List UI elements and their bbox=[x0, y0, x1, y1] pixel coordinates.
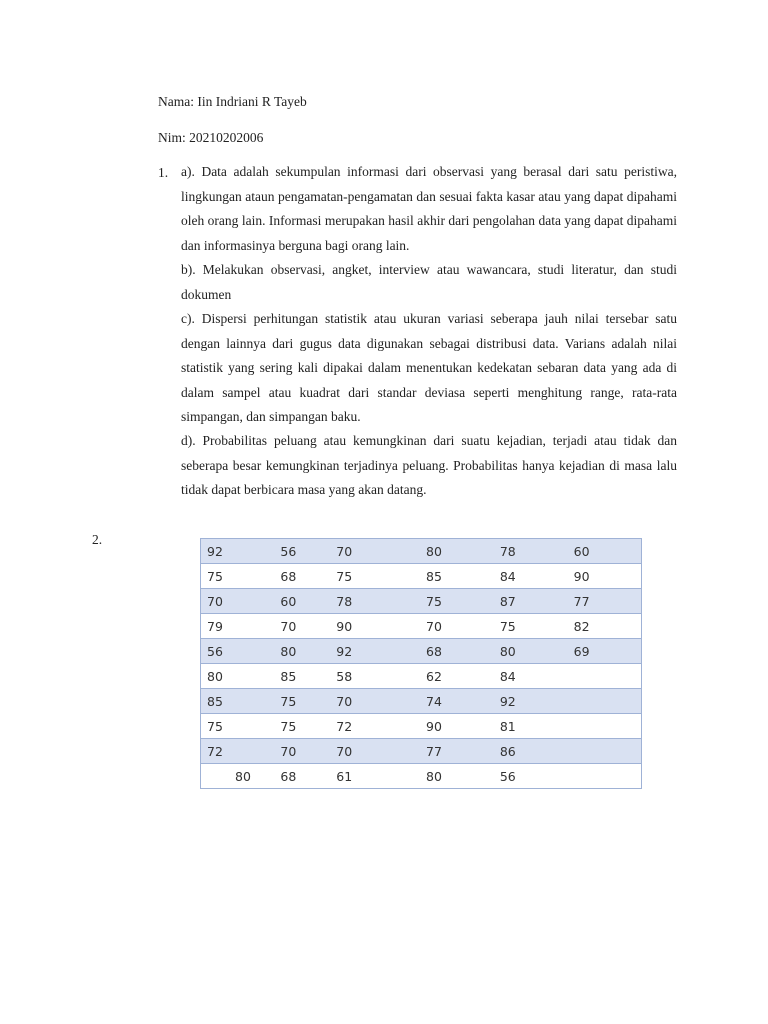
question-2-number: 2. bbox=[92, 532, 103, 547]
table-cell: 87 bbox=[494, 589, 568, 614]
table-cell: 77 bbox=[568, 589, 642, 614]
table-row bbox=[201, 764, 642, 789]
student-nim: Nim: 20210202006 bbox=[158, 130, 264, 145]
table-cell: 90 bbox=[568, 564, 642, 589]
table-cell: 82 bbox=[568, 614, 642, 639]
table-row bbox=[201, 614, 642, 639]
table-cell: 70 bbox=[330, 739, 420, 764]
table-row bbox=[201, 539, 642, 564]
table-cell bbox=[568, 764, 642, 789]
table-cell: 61 bbox=[330, 764, 420, 789]
table-cell: 72 bbox=[201, 739, 275, 764]
table-row bbox=[201, 714, 642, 739]
table-cell: 92 bbox=[201, 539, 275, 564]
table-row bbox=[201, 589, 642, 614]
table-cell: 84 bbox=[494, 564, 568, 589]
table-cell: 70 bbox=[420, 614, 494, 639]
table-cell: 74 bbox=[420, 689, 494, 714]
table-cell bbox=[568, 739, 642, 764]
table-cell: 90 bbox=[420, 714, 494, 739]
table-cell: 80 bbox=[420, 539, 494, 564]
table-cell: 80 bbox=[274, 639, 330, 664]
table-cell: 58 bbox=[330, 664, 420, 689]
table-cell: 80 bbox=[494, 639, 568, 664]
table-cell: 80 bbox=[201, 764, 275, 789]
table-row bbox=[201, 564, 642, 589]
table-cell: 81 bbox=[494, 714, 568, 739]
answer-1d: d). Probabilitas peluang atau kemungkinan dari suatu kejadian, terjadi atau tidak dan seberapa besar kemungkinan terjadinya peluang. Probabilitas hanya kejadian di masa lalu tidak dapat berbicara masa yang akan datang. bbox=[181, 433, 677, 497]
table-cell: 56 bbox=[274, 539, 330, 564]
answer-1a: a). Data adalah sekumpulan informasi dari observasi yang berasal dari satu peristiwa, lingkungan ataun pengamatan-pengamatan dan sesuai fakta kasar atau yang dapat dipahami oleh orang lain. Informasi merupakan hasil akhir dari pengolahan data yang dapat dipahami dan informasinya berguna bagi orang lain. bbox=[181, 164, 677, 253]
table-cell: 60 bbox=[274, 589, 330, 614]
table-cell: 75 bbox=[201, 714, 275, 739]
table-cell: 85 bbox=[420, 564, 494, 589]
table-cell: 56 bbox=[494, 764, 568, 789]
table-row bbox=[201, 739, 642, 764]
table-cell: 70 bbox=[201, 589, 275, 614]
table-cell: 70 bbox=[330, 689, 420, 714]
table-cell: 70 bbox=[274, 614, 330, 639]
table-cell: 62 bbox=[420, 664, 494, 689]
table-cell: 68 bbox=[274, 764, 330, 789]
table-cell: 75 bbox=[330, 564, 420, 589]
data-table bbox=[200, 538, 642, 789]
table-cell: 75 bbox=[420, 589, 494, 614]
answer-1c: c). Dispersi perhitungan statistik atau ukuran variasi seberapa jauh nilai tersebar satu dengan lainnya dari gugus data digunakan sebagai distribusi data. Varians adalah nilai statistik yang sering kali dipakai dalam menentukan kedekatan sebaran data yang ada di dalam sampel atau kuadrat dari standar deviasa seperti menghitung range, rata-rata simpangan, dan simpangan baku. bbox=[181, 311, 677, 424]
answer-1b: b). Melakukan observasi, angket, interview atau wawancara, studi literatur, dan studi dokumen bbox=[181, 262, 677, 302]
table-cell: 75 bbox=[201, 564, 275, 589]
table-cell: 85 bbox=[274, 664, 330, 689]
question-1-number: 1. bbox=[158, 165, 169, 180]
table-row bbox=[201, 639, 642, 664]
table-cell: 77 bbox=[420, 739, 494, 764]
table-cell: 72 bbox=[330, 714, 420, 739]
table-cell: 56 bbox=[201, 639, 275, 664]
table-cell: 68 bbox=[420, 639, 494, 664]
table-cell: 78 bbox=[330, 589, 420, 614]
table-cell: 70 bbox=[330, 539, 420, 564]
table-cell bbox=[568, 689, 642, 714]
table-cell: 70 bbox=[274, 739, 330, 764]
student-name: Nama: Iin Indriani R Tayeb bbox=[158, 94, 307, 109]
table-cell: 75 bbox=[274, 714, 330, 739]
table-cell bbox=[568, 714, 642, 739]
table-cell: 90 bbox=[330, 614, 420, 639]
table-cell: 80 bbox=[420, 764, 494, 789]
table-cell: 80 bbox=[201, 664, 275, 689]
table-cell: 75 bbox=[274, 689, 330, 714]
table-cell: 92 bbox=[494, 689, 568, 714]
table-cell bbox=[568, 664, 642, 689]
table-cell: 92 bbox=[330, 639, 420, 664]
table-cell: 86 bbox=[494, 739, 568, 764]
table-cell: 79 bbox=[201, 614, 275, 639]
table-cell: 75 bbox=[494, 614, 568, 639]
table-cell: 69 bbox=[568, 639, 642, 664]
table-cell: 78 bbox=[494, 539, 568, 564]
table-cell: 84 bbox=[494, 664, 568, 689]
table-cell: 85 bbox=[201, 689, 275, 714]
table-cell: 68 bbox=[274, 564, 330, 589]
table-row bbox=[201, 689, 642, 714]
table-cell: 60 bbox=[568, 539, 642, 564]
table-row bbox=[201, 664, 642, 689]
